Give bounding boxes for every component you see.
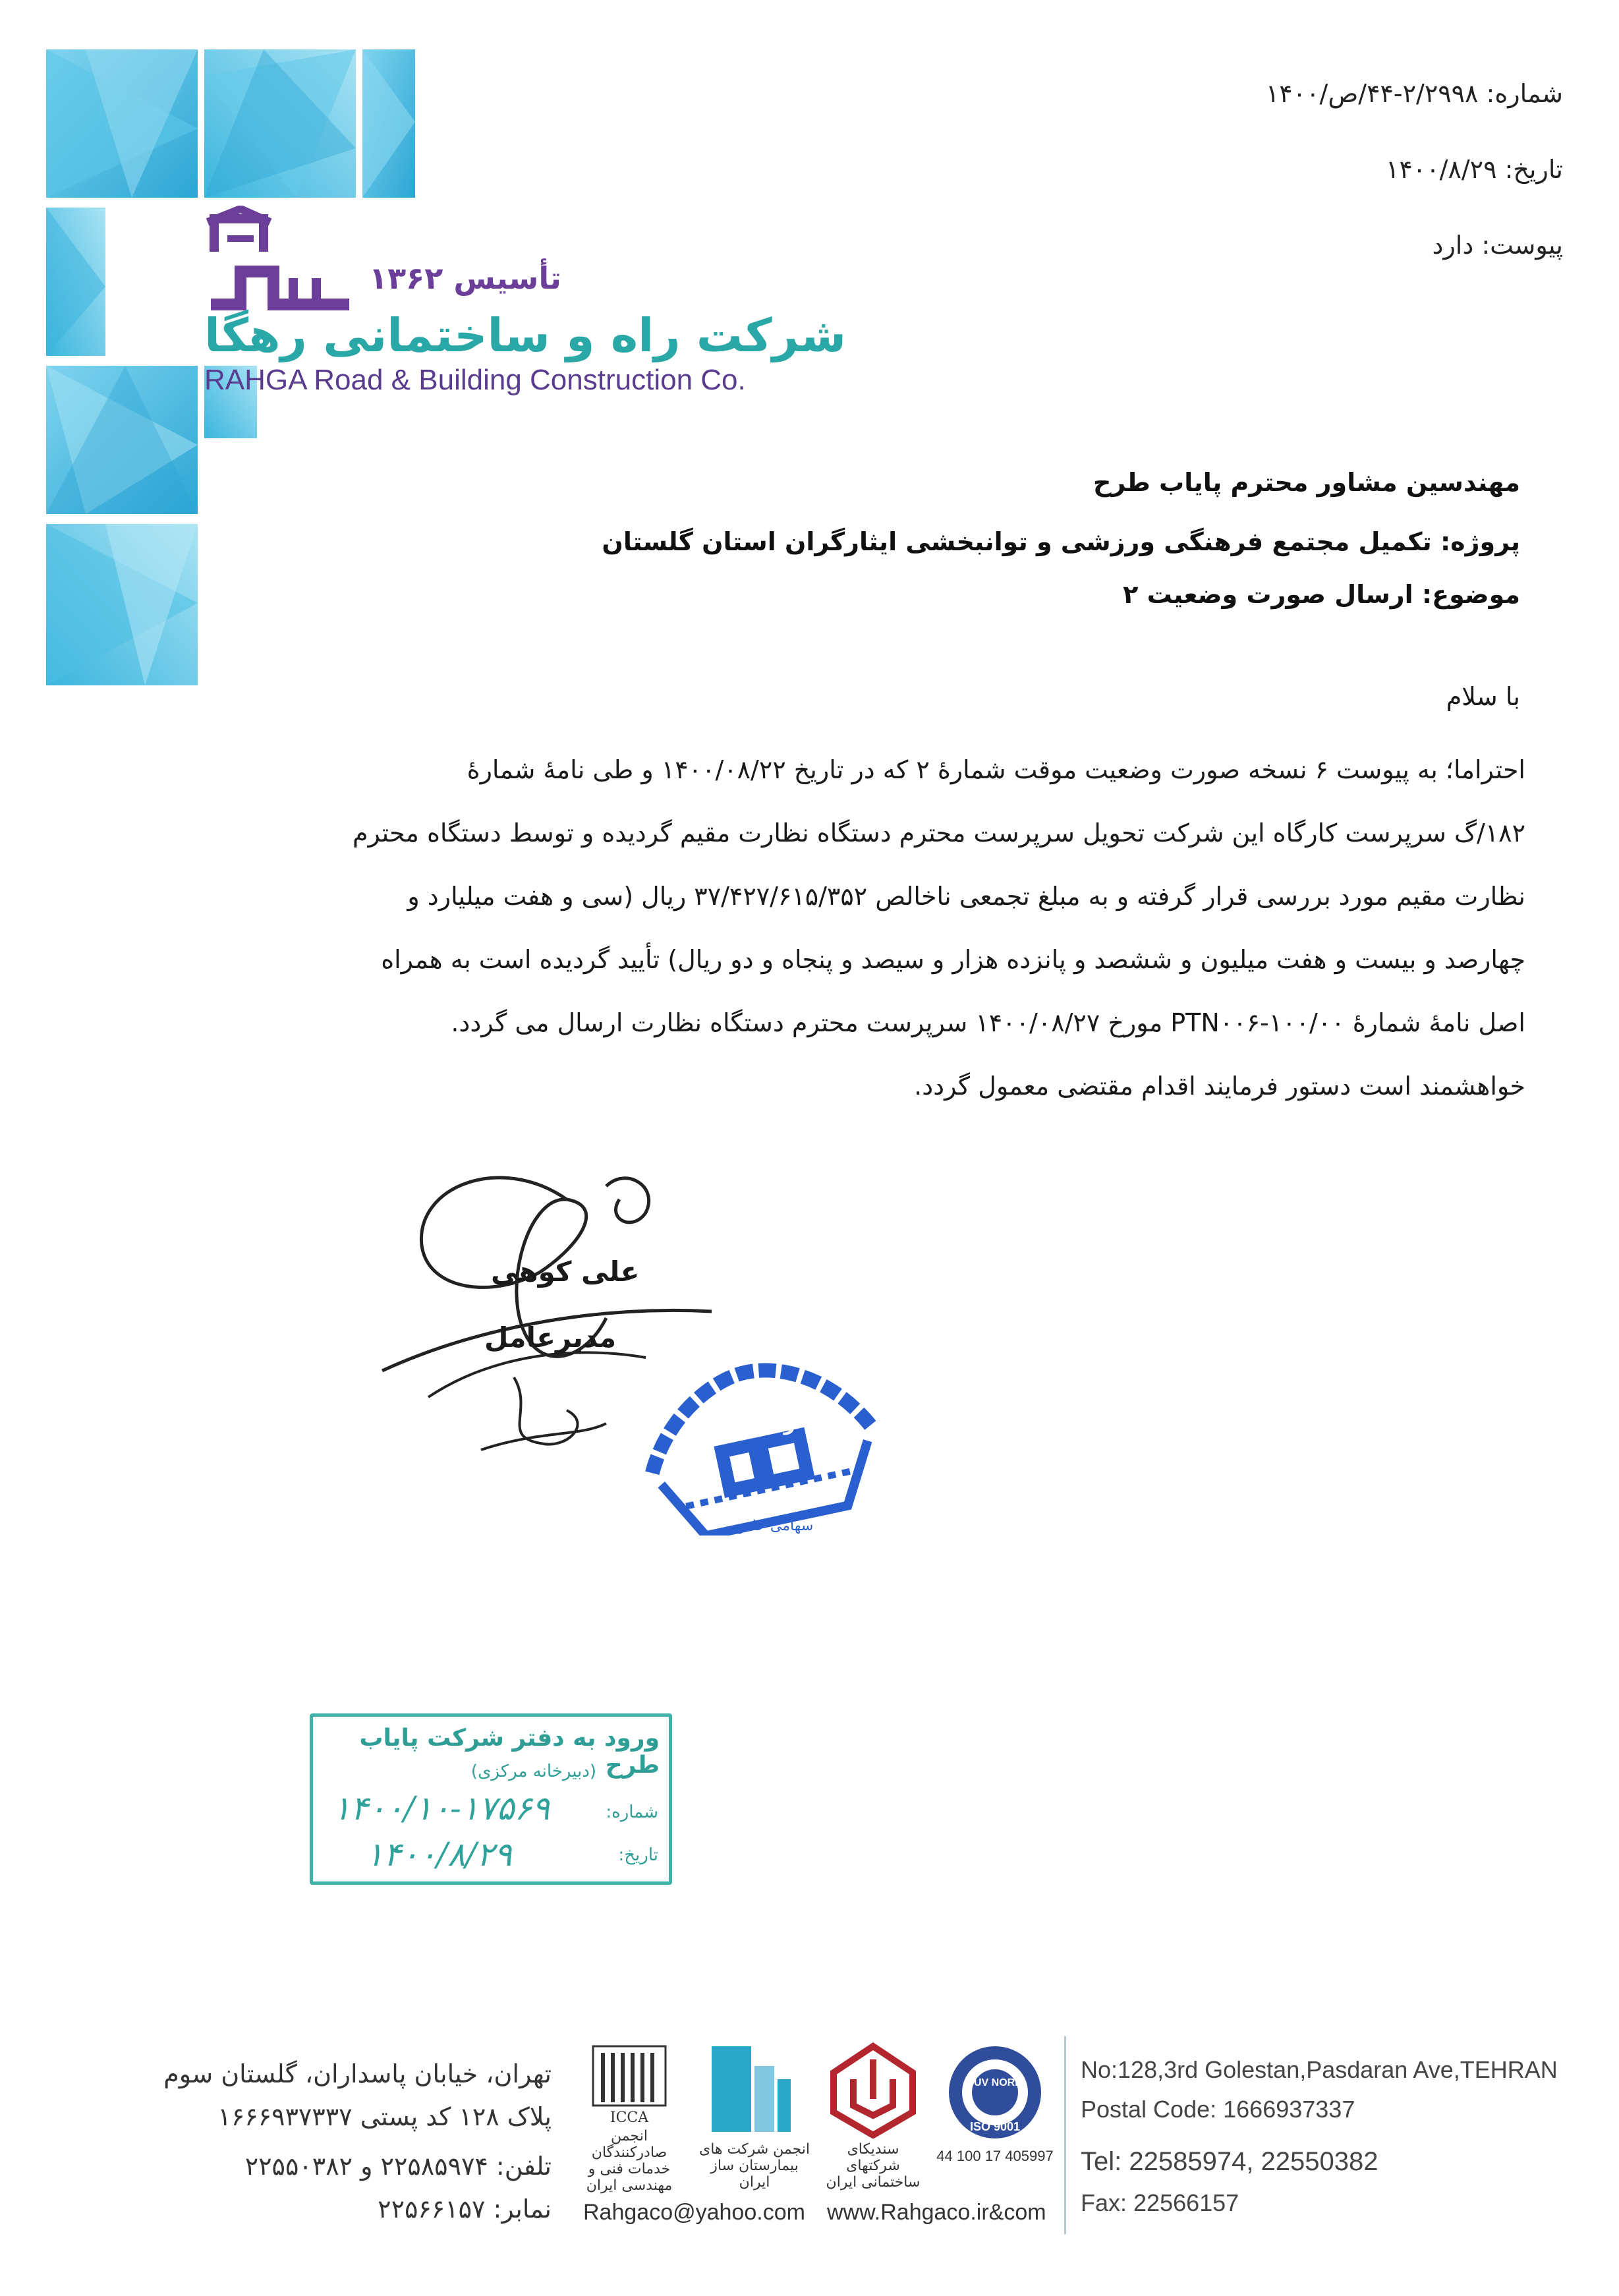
body-line: احتراما؛ به پیوست ۶ نسخه صورت وضعیت موقت شمارهٔ ۲ که در تاریخ ۱۴۰۰/۰۸/۲۲ و طی نامهٔ شمارهٔ [467, 755, 1525, 784]
tuv-number: 44 100 17 405997 [936, 2148, 1054, 2164]
building-icon [698, 2040, 810, 2138]
letter-attachment: پیوست: دارد [1432, 231, 1563, 260]
seal-text: رهگا [751, 1412, 795, 1435]
icca-icon [580, 2040, 679, 2125]
icca-label: انجمن صادرکنندگان خدمات فنی و مهندسی ایران [586, 2128, 673, 2194]
iso-text: ISO 9001 [969, 2120, 1021, 2133]
body-line: ۱۸۲/گ سرپرست کارگاه این شرکت تحویل سرپرست محترم دستگاه نظارت مقیم گردیده و توسط دستگاه محترم [353, 818, 1525, 847]
subject-line: موضوع: ارسال صورت وضعیت ۲ [1123, 580, 1520, 609]
signatory-title: مدیرعامل [484, 1321, 617, 1354]
entry-stamp-subtitle: (دبیرخانه مرکزی) [470, 1762, 596, 1781]
hospital-builders-logo [698, 2040, 810, 2191]
seal-subtext: سهامی خاص [735, 1518, 814, 1534]
letter-date: تاریخ: ۱۴۰۰/۸/۲۹ [1386, 155, 1563, 184]
footer-website-link[interactable]: www.Rahgaco.ir&com [827, 2200, 1046, 2225]
body-line: اصل نامهٔ شمارهٔ PTN۰۰۶-۱۰۰/۰۰ مورخ ۱۴۰۰/۰۸/۲۷ سرپرست محترم دستگاه نظارت ارسال می گردد. [451, 1008, 1525, 1037]
hospital-builders-label: انجمن شرکت های بیمارستان ساز ایران [698, 2141, 810, 2191]
tuv-iso-icon [929, 2040, 1061, 2145]
company-name-fa: شرکت راه و ساختمانی رهگا [204, 308, 847, 362]
company-name-en: RAHGA Road & Building Construction Co. [204, 364, 746, 396]
footer-fax-en: Fax: 22566157 [1081, 2189, 1239, 2216]
letter-body [234, 738, 1525, 1118]
footer-tel-en: Tel: 22585974, 22550382 [1081, 2147, 1378, 2176]
footer-fax-fa: نمابر: ۲۲۵۶۶۱۵۷ [378, 2195, 552, 2224]
project-line: پروژه: تکمیل مجتمع فرهنگی ورزشی و توانبخشی ایثارگران استان گلستان [602, 527, 1520, 556]
tuv-text: TUV NORD [967, 2077, 1023, 2088]
syndicate-logo [820, 2040, 926, 2191]
syndicate-icon [820, 2040, 926, 2138]
body-line: چهارصد و بیست و هفت میلیون و ششصد و پانزده هزار و سیصد و پنجاه و دو ریال) تأیید گردیده است به همراه [381, 945, 1525, 974]
greeting: با سلام [1446, 682, 1520, 711]
entry-stamp [310, 1713, 672, 1885]
footer-address-fa-2: پلاک ۱۲۸ کد پستی ۱۶۶۶۹۳۷۳۳۷ [217, 2102, 552, 2131]
entry-stamp-title: ورود به دفتر شرکت پایاب طرح [359, 1725, 660, 1779]
footer-address-en: No:128,3rd Golestan,Pasdaran Ave,TEHRAN [1081, 2056, 1558, 2083]
icca-logo [580, 2040, 679, 2194]
entry-stamp-number-value: ۱۴۰۰/۱۰-۱۷۵۶۹ [333, 1789, 550, 1827]
footer-postal-en: Postal Code: 1666937337 [1081, 2096, 1355, 2123]
entry-stamp-date-value: ۱۴۰۰/۸/۲۹ [366, 1835, 512, 1874]
company-seal [636, 1358, 886, 1535]
tuv-iso-logo [929, 2040, 1061, 2165]
established-year: تأسیس ۱۳۶۲ [369, 260, 561, 296]
footer-divider [1064, 2036, 1066, 2234]
icca-text: ICCA [610, 2109, 649, 2125]
company-logo-icon [201, 206, 353, 311]
addressee: مهندسین مشاور محترم پایاب طرح [1093, 468, 1520, 497]
signatory-name: علی کوهی [491, 1255, 640, 1288]
entry-stamp-date-label: تاریخ: [618, 1845, 658, 1865]
syndicate-label: سندیکای شرکتهای ساختمانی ایران [826, 2141, 921, 2191]
footer-phone-fa: تلفن: ۲۲۵۸۵۹۷۴ و ۲۲۵۵۰۳۸۲ [244, 2152, 552, 2181]
footer-email-link[interactable]: Rahgaco@yahoo.com [583, 2200, 805, 2225]
body-line: نظارت مقیم مورد بررسی قرار گرفته و به مبلغ تجمعی ناخالص ۳۷/۴۲۷/۶۱۵/۳۵۲ ریال (سی و هفت میلیارد و [407, 882, 1525, 911]
body-line: خواهشمند است دستور فرمایند اقدام مقتضی معمول گردد. [914, 1072, 1525, 1101]
letter-number: شماره: ۲/۲۹۹۸-۴۴/ص/۱۴۰۰ [1265, 79, 1563, 108]
entry-stamp-number-label: شماره: [606, 1802, 658, 1822]
footer-address-fa-1: تهران، خیابان پاسداران، گلستان سوم [163, 2059, 552, 2088]
